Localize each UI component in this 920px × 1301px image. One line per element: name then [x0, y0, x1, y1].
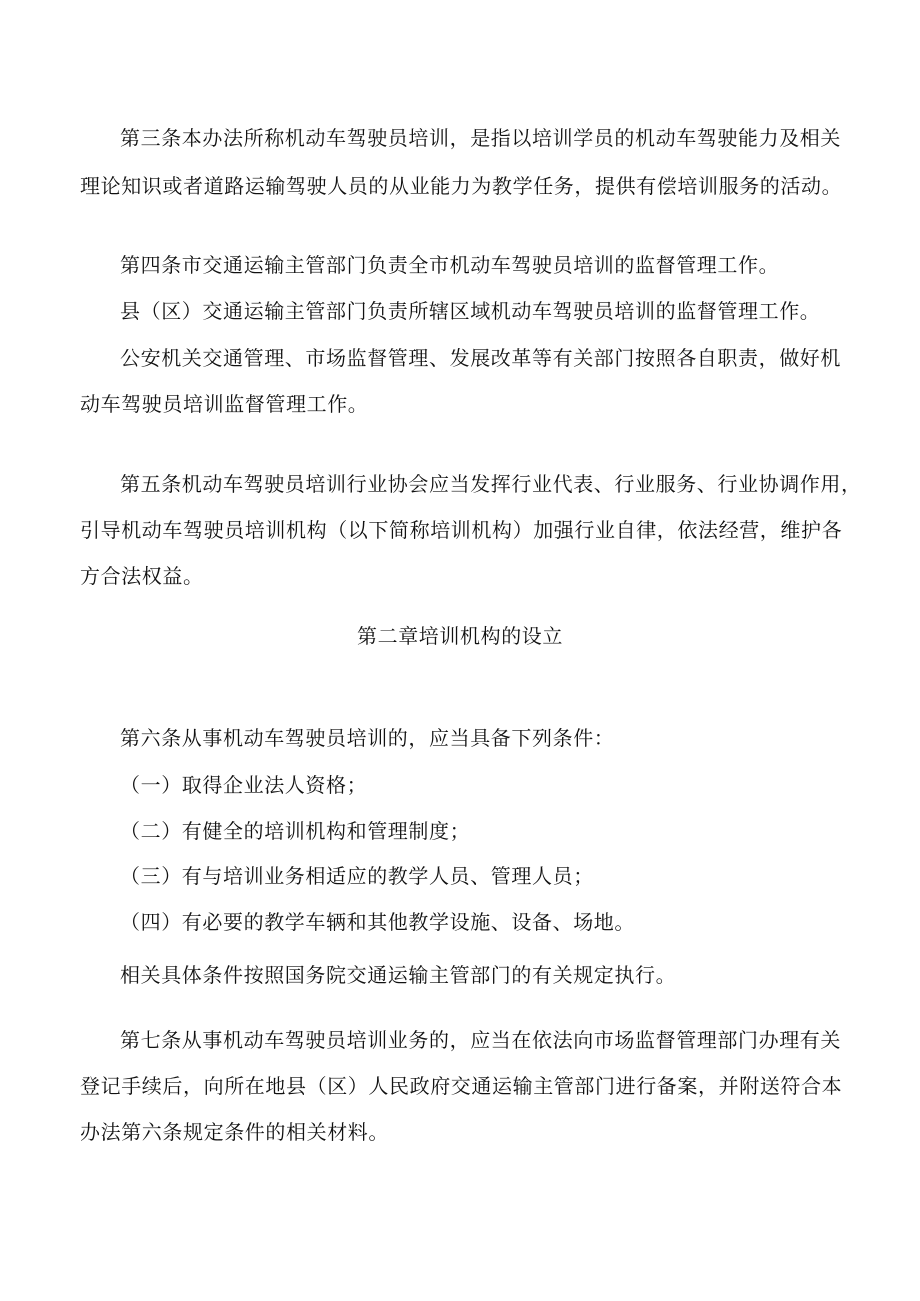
article7-line1: 第七条从事机动车驾驶员培训业务的，应当在依法向市场监督管理部门办理有关	[120, 1028, 841, 1052]
article3-line1: 第三条本办法所称机动车驾驶员培训，是指以培训学员的机动车驾驶能力及相关	[120, 126, 841, 150]
article6-item-3: （三）有与培训业务相适应的教学人员、管理人员；	[120, 864, 594, 888]
article3-line2: 理论知识或者道路运输驾驶人员的从业能力为教学任务，提供有偿培训服务的活动。	[80, 174, 843, 198]
article4-para3-line2: 动车驾驶员培训监督管理工作。	[80, 392, 369, 416]
article7-line2: 登记手续后，向所在地县（区）人民政府交通运输主管部门进行备案，并附送符合本	[80, 1074, 843, 1098]
article4-para1: 第四条市交通运输主管部门负责全市机动车驾驶员培训的监督管理工作。	[120, 253, 780, 277]
chapter-title: 第二章培训机构的设立	[357, 624, 563, 648]
article4-para2: 县（区）交通运输主管部门负责所辖区域机动车驾驶员培训的监督管理工作。	[120, 299, 821, 323]
article6-item-2: （二）有健全的培训机构和管理制度；	[120, 819, 471, 843]
article5-line2: 引导机动车驾驶员培训机构（以下简称培训机构）加强行业自律，依法经营，维护各	[80, 518, 843, 542]
article6-item-1: （一）取得企业法人资格；	[120, 773, 368, 797]
article6-closing: 相关具体条件按照国务院交通运输主管部门的有关规定执行。	[120, 963, 677, 987]
article6-item-4: （四）有必要的教学车辆和其他教学设施、设备、场地。	[120, 910, 635, 934]
article5-line3: 方合法权益。	[80, 564, 204, 588]
article4-para3-line1: 公安机关交通管理、市场监督管理、发展改革等有关部门按照各自职责，做好机	[120, 346, 841, 370]
article5-line1: 第五条机动车驾驶员培训行业协会应当发挥行业代表、行业服务、行业协调作用，	[120, 472, 862, 496]
article6-intro: 第六条从事机动车驾驶员培训的，应当具备下列条件：	[120, 726, 615, 750]
article7-line3: 办法第六条规定条件的相关材料。	[80, 1120, 389, 1144]
